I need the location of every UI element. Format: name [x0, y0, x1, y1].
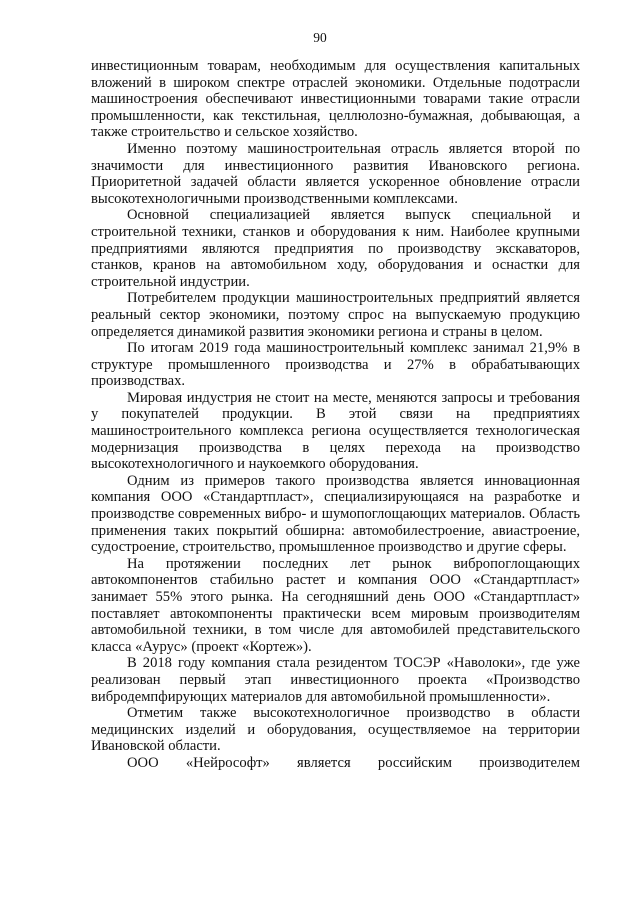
paragraph-1: инвестиционным товарам, необходимым для осуществления капитальных вложений в широком спектре отраслей экономики. Отдельные подотрасли машиностроения обеспечивают инвестиционными товарами такие отрасли промышленности, как текстильная, целлюлозно-бумажная, добывающая, а также строительство и сельское хозяйство.: [91, 58, 580, 141]
paragraph-10: Отметим также высокотехнологичное производство в области медицинских изделий и оборудования, осуществляемое на территории Ивановской области.: [91, 705, 580, 755]
paragraph-6: Мировая индустрия не стоит на месте, меняются запросы и требования у покупателей продукции. В этой связи на предприятиях машиностроительного комплекса региона осуществляется технологическая модернизация производства в целях перехода на производство высокотехнологичного и наукоемкого оборудования.: [91, 389, 580, 473]
paragraph-4: Потребителем продукции машиностроительных предприятий является реальный сектор экономики, поэтому спрос на выпускаемую продукцию определяется динамикой развития экономики региона и страны в целом.: [91, 290, 580, 340]
paragraph-11: ООО «Нейрософт» является российским производителем: [127, 754, 580, 771]
document-body: [91, 58, 580, 772]
paragraph-5: По итогам 2019 года машиностроительный комплекс занимал 21,9% в структуре промышленного производства и 27% в обрабатывающих производствах.: [91, 340, 580, 390]
paragraph-2: Именно поэтому машиностроительная отрасль является второй по значимости для инвестиционного развития Ивановского региона. Приоритетной задачей области является ускоренное обновление отрасли высокотехнологичными производственными комплексами.: [91, 140, 580, 207]
paragraph-9: В 2018 году компания стала резидентом ТОСЭР «Наволоки», где уже реализован первый этап инвестиционного проекта «Производство вибродемпфирующих материалов для автомобильной промышленности».: [91, 655, 580, 705]
paragraph-7: Одним из примеров такого производства является инновационная компания ООО «Стандартпласт», специализирующаяся на разработке и производстве современных вибро- и шумопоглощающих материалов. Область применения таких покрытий обширна: автомобилестроение, авиастроение, судостроение, строительство, промышленное производство и другие сферы.: [91, 472, 580, 556]
paragraph-8: На протяжении последних лет рынок вибропоглощающих автокомпонентов стабильно растет и компания ООО «Стандартпласт» занимает 55% этого рынка. На сегодняшний день ООО «Стандартпласт» поставляет автокомпоненты практически всем мировым производителям автомобильной техники, в том числе для автомобилей представительского класса «Аурус» (проект «Кортеж»).: [91, 555, 580, 655]
paragraph-3: Основной специализацией является выпуск специальной и строительной техники, станков и оборудования к ним. Наиболее крупными предприятиями являются предприятия по производству экскаваторов, станков, кранов на автомобильном ходу, оборудования и оснастки для строительной индустрии.: [91, 207, 580, 290]
page-number: 90: [313, 30, 327, 45]
